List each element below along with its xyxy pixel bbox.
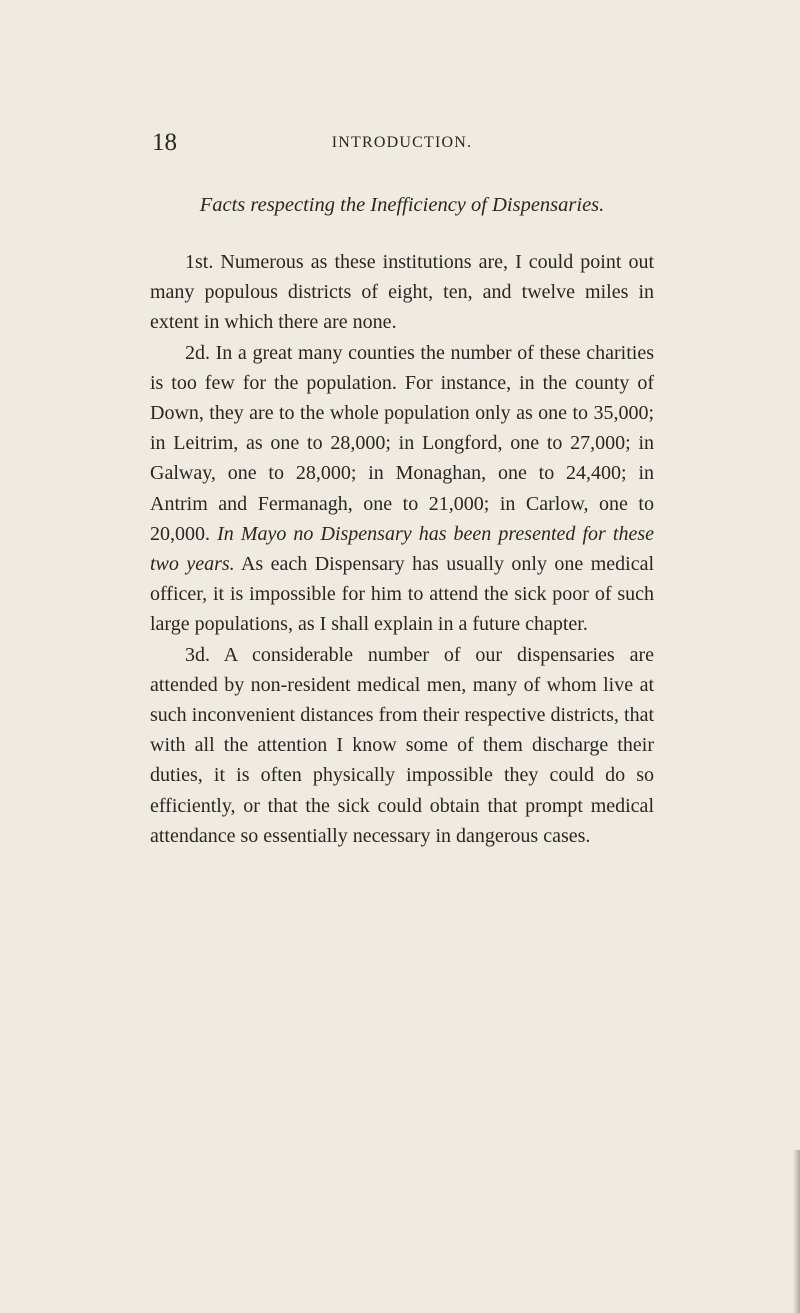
running-title: INTRODUCTION. — [331, 134, 473, 151]
paragraph-first: 1st. Numerous as these institutions are, I could point out many populous districts of eight, ten, and twelve miles in extent in which there are none. — [150, 251, 654, 334]
page-header — [152, 128, 652, 158]
body-text — [150, 247, 654, 851]
paragraph-second-end: As each Dispensary has usually only one medical officer, it is impossible for him to attend the sick poor of such large populations, as I shall explain in a future chapter. — [150, 553, 655, 636]
paragraph-third: 3d. A considerable number of our dispensaries are attended by non-resident medical men, many of whom live at such inconvenient distances from their respective districts, that with all the attention I know some of them discharge their duties, it is often physically impossible they could do so efficiently, or that the sick could obtain that prompt medical attendance so essentially necessary in dangerous cases. — [150, 643, 654, 847]
page-number: 18 — [152, 129, 177, 156]
paragraph-second — [150, 338, 654, 640]
paragraph-second-start: 2d. In a great many counties the number of these charities is too few for the population. For instance, in the county of Down, they are to the whole population only as one to 35,000; in Leitrim, as one to 28,000; in Longford, one to 27,000; in Galway, one to 28,000; in Monaghan, one to 24,400; in Antrim and Fermanagh, one to 21,000; in Carlow, one to 20,000. — [150, 341, 654, 545]
section-heading: Facts respecting the Inefficiency of Dispensaries. — [199, 194, 605, 216]
page-edge-shadow — [793, 1150, 800, 1313]
mayo-emphasis: In Mayo no Dispensary has been presented for these two years. — [150, 522, 654, 576]
